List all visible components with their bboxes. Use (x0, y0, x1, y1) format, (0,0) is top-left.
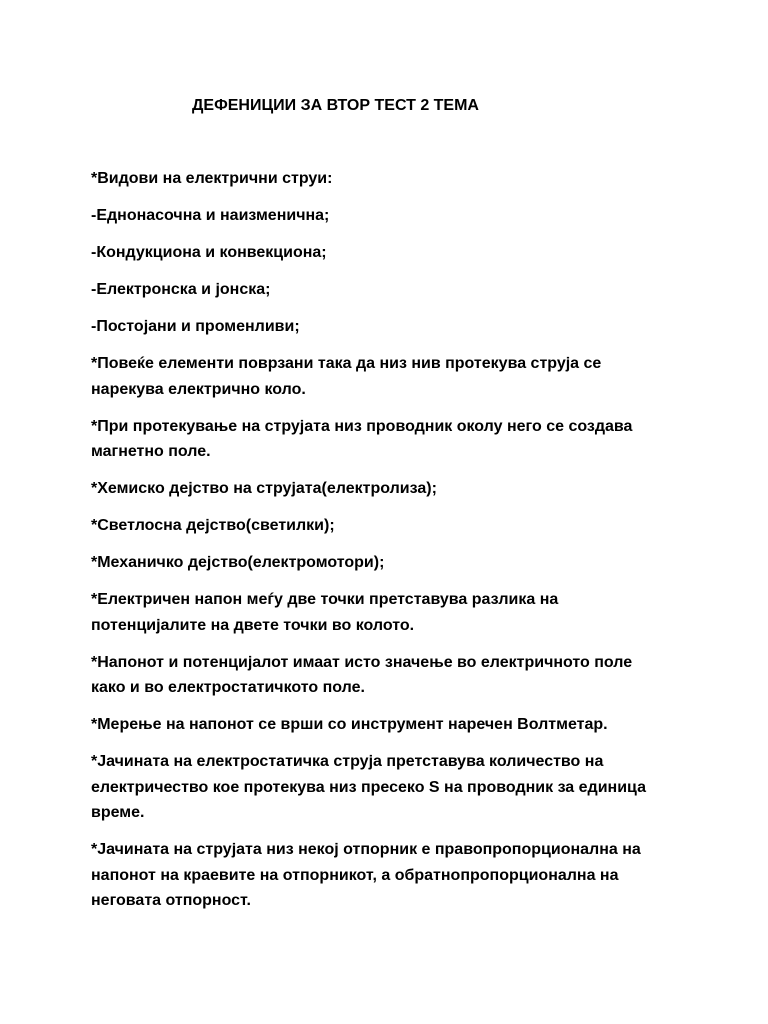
paragraph-conduction-convection: -Кондукциона и конвекциона; (91, 244, 327, 261)
paragraph-voltage-potential: *Напонот и потенцијалот имаат исто значење во електричното поле како и во електростатичкото поле. (91, 653, 633, 696)
paragraph-ohms-law: *Јачината на струјата низ некој отпорник е правопропорционална на напонот на краевите на отпорникот, а обратнопропорционална на неговата отпорност. (91, 841, 641, 909)
document-title: ДЕФЕНИЦИИ ЗА ВТОР ТЕСТ 2 ТЕМА (192, 97, 479, 114)
paragraph-current-intensity: *Јачината на електростатичка струја претставува количество на електричество кое протекува низ пресеко S на проводник за единица време. (91, 753, 646, 821)
paragraph-current-types: *Видови на електрични струи: (91, 170, 333, 187)
paragraph-constant-variable: -Постојани и променливи; (91, 318, 300, 335)
paragraph-light-effect: *Светлосна дејство(светилки); (91, 517, 335, 534)
paragraph-voltage-definition: *Електричен напон меѓу две точки претставува разлика на потенцијалите на двете точки во колото. (91, 591, 559, 634)
paragraph-voltmeter: *Мерење на напонот се врши со инструмент наречен Волтметар. (91, 716, 608, 733)
paragraph-electronic-ionic: -Електронска и јонска; (91, 281, 271, 298)
paragraph-electric-circuit: *Повеќе елементи поврзани така да низ нив протекува струја се нарекува електрично коло. (91, 355, 602, 398)
paragraph-chemical-effect: *Хемиско дејство на струјата(електролиза); (91, 480, 437, 497)
document-body (91, 166, 691, 925)
paragraph-mechanical-effect: *Механичко дејство(електромотори); (91, 554, 385, 571)
paragraph-direct-alternating: -Еднонасочна и наизменична; (91, 207, 330, 224)
paragraph-magnetic-field: *При протекување на струјата низ проводник околу него се создава магнетно поле. (91, 417, 633, 460)
